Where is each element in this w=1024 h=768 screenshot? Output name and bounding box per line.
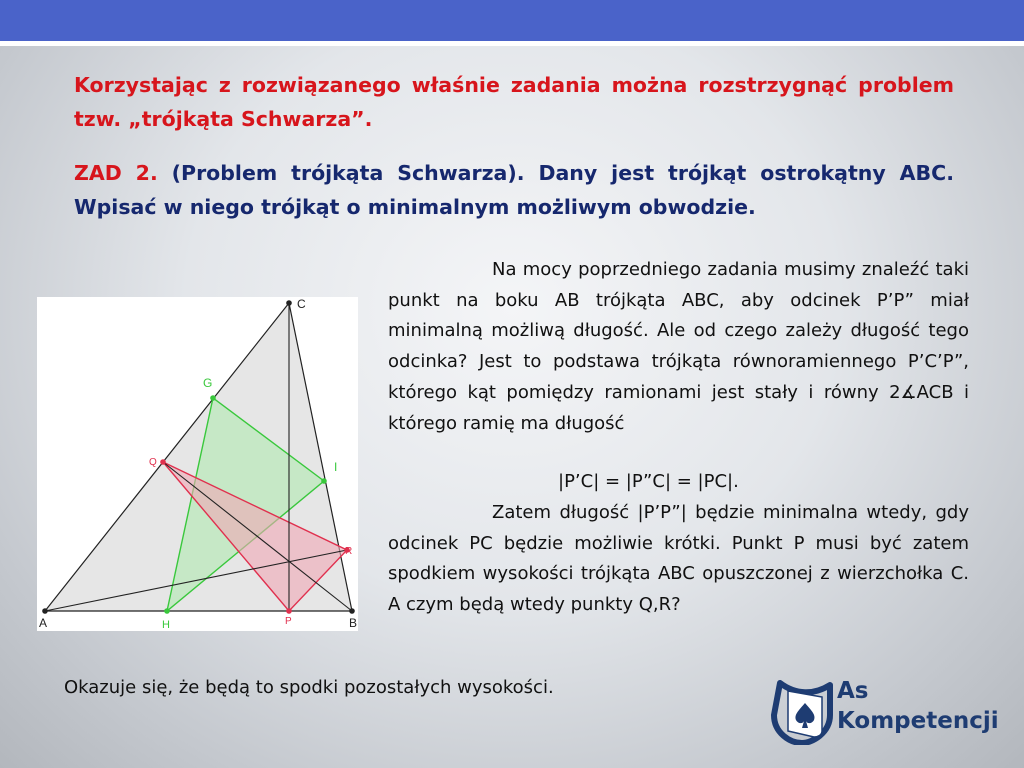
label-i: I <box>334 460 338 474</box>
label-p: P <box>285 616 292 627</box>
spade-card-icon <box>770 673 836 745</box>
label-b: B <box>349 616 358 630</box>
label-a: A <box>39 616 48 630</box>
task-text: (Problem trójkąta Schwarza). Dany jest trójkąt ostrokątny ABC. Wpisać w niego trójkąt o minimalnym możliwym obwodzie. <box>74 161 955 219</box>
as-kompetencji-logo <box>770 673 1000 745</box>
explanation-paragraph-2 <box>388 498 969 621</box>
geometry-figure <box>37 297 358 631</box>
point-q <box>160 459 166 465</box>
label-q: Q <box>149 457 157 468</box>
explanation-text-2: Zatem długość |P’P”| będzie minimalna wtedy, gdy odcinek PC będzie możliwie krótki. Punkt P musi być zatem spodkiem wysokości trójkąta ABC opuszczonej z wierzchołka C. A czym będą wtedy punkty Q,R? <box>388 502 969 616</box>
point-i <box>321 478 327 484</box>
explanation-text-1: Na mocy poprzedniego zadania musimy znaleźć taki punkt na boku AB trójkąta ABC, aby odcinek P’P” miał minimalną możliwą długość. Ale od czego zależy długość tego odcinka? Jest to podstawa trójkąta równoramiennego P’C’P”, którego kąt pomiędzy ramionami jest stały i równy 2∡ACB i którego ramię ma długość <box>388 259 969 434</box>
explanation-paragraph-1 <box>388 255 969 439</box>
point-a <box>42 608 48 614</box>
conclusion-text: Okazuje się, że będą to spodki pozostałych wysokości. <box>64 677 554 698</box>
logo-line-2: Kompetencji <box>837 708 999 734</box>
equation-text: |P’C| = |P”C| = |PC|. <box>558 471 739 492</box>
point-h <box>164 608 170 614</box>
point-b <box>349 608 355 614</box>
point-p <box>286 608 292 614</box>
label-c: C <box>297 297 306 311</box>
intro-text: Korzystając z rozwiązanego właśnie zadania można rozstrzygnąć problem tzw. „trójkąta Schwarza”. <box>74 73 954 131</box>
top-bar-divider <box>0 41 1024 46</box>
label-h: H <box>162 619 170 631</box>
point-c <box>286 300 292 306</box>
top-bar <box>0 0 1024 41</box>
point-g <box>210 395 216 401</box>
schwarz-triangle-diagram <box>37 297 358 631</box>
equation-line <box>388 467 969 498</box>
task-label: ZAD 2. <box>74 161 158 185</box>
logo-line-1: As <box>837 678 869 704</box>
label-g: G <box>203 376 213 390</box>
task-statement <box>74 156 954 224</box>
label-r: R <box>345 546 353 557</box>
